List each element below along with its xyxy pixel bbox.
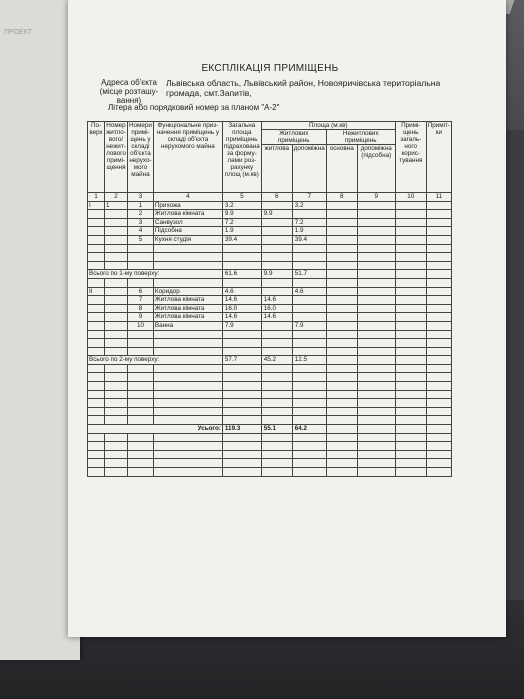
subtotal-total: 57.7: [222, 356, 261, 365]
subtotal-total: 61.6: [222, 270, 261, 279]
table-row: [88, 201, 452, 210]
col-number: 6: [261, 193, 292, 202]
header-nonliving-main: основна: [326, 145, 357, 193]
room-aux-area: [292, 313, 326, 322]
empty-row: [88, 261, 452, 270]
room-aux-area: 4.6: [292, 287, 326, 296]
header-living-aux: допоміжна: [292, 145, 326, 193]
room-aux-area: 7.9: [292, 321, 326, 330]
table-row: [88, 218, 452, 227]
litera-label: Літера або порядковий номер за планом: [108, 103, 260, 112]
header-notes: Приміт-ки: [426, 122, 451, 193]
grand-total-living: 55.1: [261, 425, 292, 434]
empty-row: [88, 244, 452, 253]
empty-row: [88, 468, 452, 477]
col-number: 11: [426, 193, 451, 202]
empty-row: [88, 382, 452, 391]
floor-cell: II: [88, 287, 105, 296]
room-name: Ванна: [153, 321, 222, 330]
room-living-area: [261, 201, 292, 210]
room-total-area: 16.0: [222, 304, 261, 313]
room-name: Коридор: [153, 287, 222, 296]
empty-row: [88, 459, 452, 468]
address-label: Адреса об'єкта (місце розташу-вання): [99, 78, 159, 105]
empty-row: [88, 399, 452, 408]
empty-row: [88, 278, 452, 287]
address-value: Львівська область, Львівський район, Новояричівська територіальна громада, смт.Запитів,: [166, 78, 441, 98]
subtotal-living: 45.2: [261, 356, 292, 365]
empty-row: [88, 339, 452, 348]
subtotal-label: Всього по 2-му поверху:: [88, 356, 223, 365]
col-number: 10: [395, 193, 426, 202]
col-number: 5: [222, 193, 261, 202]
unit-cell: 1: [105, 201, 128, 210]
room-living-area: [261, 321, 292, 330]
room-total-area: 7.2: [222, 218, 261, 227]
grand-total-row: [88, 425, 452, 434]
grand-total-label: Усього:: [88, 425, 223, 434]
room-name: Кухня студія: [153, 235, 222, 244]
room-number: 4: [128, 227, 154, 236]
table-row: [88, 287, 452, 296]
col-number: 4: [153, 193, 222, 202]
table-row: [88, 321, 452, 330]
empty-row: [88, 373, 452, 382]
room-number: 2: [128, 210, 154, 219]
table-row: [88, 296, 452, 305]
document-title: ЕКСПЛІКАЦІЯ ПРИМІЩЕНЬ: [201, 63, 339, 74]
room-number: 8: [128, 304, 154, 313]
room-number: 9: [128, 313, 154, 322]
room-living-area: 16.0: [261, 304, 292, 313]
room-name: Санвузол: [153, 218, 222, 227]
subtotal-row-floor1: [88, 270, 452, 279]
room-living-area: 14.6: [261, 313, 292, 322]
empty-row: [88, 442, 452, 451]
floor-cell: I: [88, 201, 105, 210]
table-row: [88, 304, 452, 313]
litera-line: [108, 103, 438, 112]
col-number: 2: [105, 193, 128, 202]
room-name: Прихожа: [153, 201, 222, 210]
col-number: 8: [326, 193, 357, 202]
grand-total-aux: 64.2: [292, 425, 326, 434]
room-total-area: 9.9: [222, 210, 261, 219]
empty-row: [88, 364, 452, 373]
empty-row: [88, 253, 452, 262]
room-number: 6: [128, 287, 154, 296]
subtotal-aux: 51.7: [292, 270, 326, 279]
room-living-area: [261, 235, 292, 244]
subtotal-living: 9.9: [261, 270, 292, 279]
subtotal-aux: 12.5: [292, 356, 326, 365]
room-name: Житлова кімната: [153, 296, 222, 305]
room-number: 10: [128, 321, 154, 330]
room-living-area: [261, 287, 292, 296]
header-living-main: житлова: [261, 145, 292, 193]
room-total-area: 4.6: [222, 287, 261, 296]
room-name: Житлова кімната: [153, 304, 222, 313]
empty-row: [88, 347, 452, 356]
room-total-area: 14.6: [222, 296, 261, 305]
empty-row: [88, 407, 452, 416]
room-living-area: 14.6: [261, 296, 292, 305]
room-total-area: 7.9: [222, 321, 261, 330]
room-total-area: 39.4: [222, 235, 261, 244]
room-total-area: 14.6: [222, 313, 261, 322]
room-aux-area: 7.2: [292, 218, 326, 227]
subtotal-row-floor2: [88, 356, 452, 365]
empty-row: [88, 450, 452, 459]
room-name: Житлова кімната: [153, 313, 222, 322]
header-nonliving-group: Нежитлових приміщень: [326, 130, 395, 145]
room-living-area: [261, 227, 292, 236]
room-aux-area: [292, 210, 326, 219]
room-living-area: 9.9: [261, 210, 292, 219]
table-row: [88, 313, 452, 322]
room-living-area: [261, 218, 292, 227]
header-total-area: Загальна площа приміщень підрахована за форму-лами роз-рахунку площ (м.кв): [222, 122, 261, 193]
room-total-area: 1.9: [222, 227, 261, 236]
header-living-group: Житлових приміщень: [261, 130, 326, 145]
room-number: 5: [128, 235, 154, 244]
empty-row: [88, 330, 452, 339]
room-aux-area: [292, 304, 326, 313]
table-row: [88, 235, 452, 244]
room-number: 1: [128, 201, 154, 210]
empty-row: [88, 416, 452, 425]
room-aux-area: 1.9: [292, 227, 326, 236]
header-function: Функціональне приз-начення приміщень у складі об'єкта нерухомого майна: [153, 122, 222, 193]
empty-row: [88, 390, 452, 399]
header-room-numbers: Номери примі-щень у складі об'єкта нерухо-мого майна: [128, 122, 154, 193]
empty-row: [88, 433, 452, 442]
back-sheet-stamp: ПРОЕКТ: [4, 29, 33, 36]
room-number: 7: [128, 296, 154, 305]
col-number: 1: [88, 193, 105, 202]
explication-table: [87, 121, 452, 477]
litera-value: "А-2": [261, 103, 280, 112]
room-total-area: 3.2: [222, 201, 261, 210]
subtotal-label: Всього по 1-му поверху:: [88, 270, 223, 279]
table-row: [88, 210, 452, 219]
room-name: Житлова кімната: [153, 210, 222, 219]
col-number: 3: [128, 193, 154, 202]
column-number-row: [88, 193, 452, 202]
explication-table-wrap: [87, 121, 452, 477]
header-floor: По-верх: [88, 122, 105, 193]
grand-total-area: 119.3: [222, 425, 261, 434]
header-unit-number: Номер житло-вого/ нежит-лового примі-щення: [105, 122, 128, 193]
room-aux-area: 3.2: [292, 201, 326, 210]
header-area-group: Площа (м.кв): [261, 122, 395, 130]
header-common: Примі-щень загаль-ного корис-тування: [395, 122, 426, 193]
header-nonliving-aux: допоміжна (підсобна): [357, 145, 395, 193]
room-aux-area: 39.4: [292, 235, 326, 244]
col-number: 9: [357, 193, 395, 202]
room-number: 3: [128, 218, 154, 227]
room-name: Підсобна: [153, 227, 222, 236]
col-number: 7: [292, 193, 326, 202]
table-row: [88, 227, 452, 236]
room-aux-area: [292, 296, 326, 305]
